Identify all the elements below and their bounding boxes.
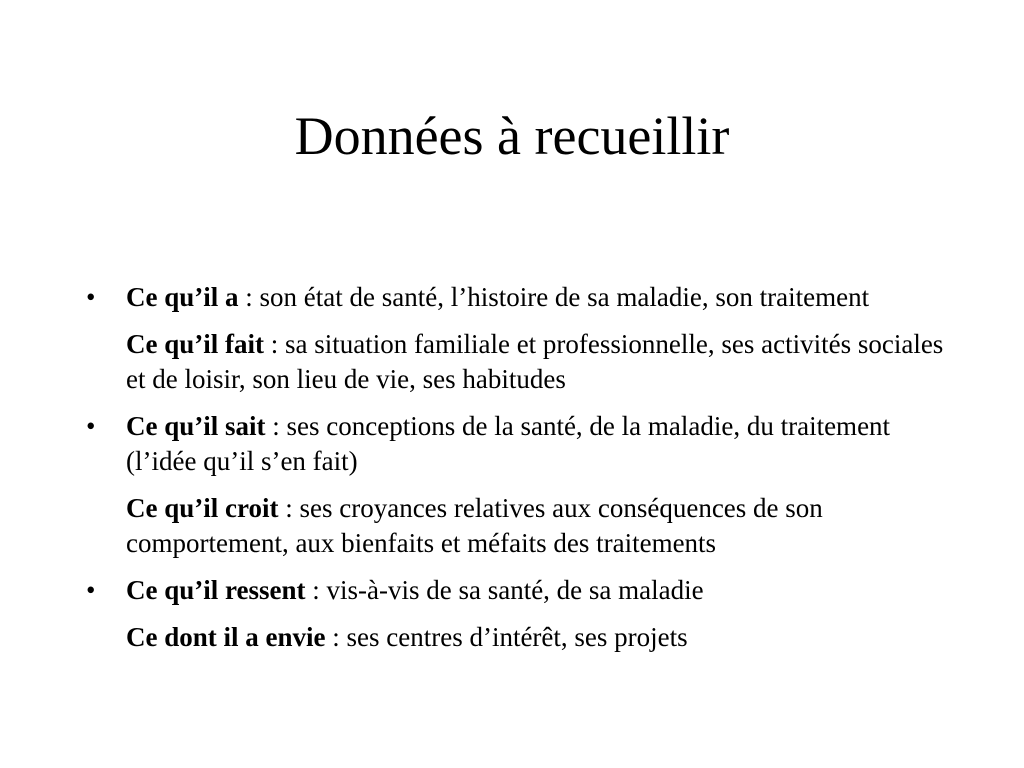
item-text: : vis-à-vis de sa santé, de sa maladie bbox=[305, 575, 704, 605]
list-item-ce-quil-sait bbox=[86, 409, 946, 479]
item-term: Ce qu’il croit bbox=[126, 493, 279, 523]
item-text: : ses conceptions de la santé, de la maladie, du traitement (l’idée qu’il s’en fait) bbox=[126, 411, 891, 476]
item-term: Ce qu’il sait bbox=[126, 411, 266, 441]
item-text: : ses croyances relatives aux conséquences de son comportement, aux bienfaits et méfaits des traitements bbox=[126, 493, 823, 558]
bullet-icon: • bbox=[86, 282, 96, 312]
list-item-ce-dont-il-a-envie bbox=[86, 620, 946, 655]
bullet-icon: • bbox=[86, 411, 96, 441]
item-term: Ce qu’il fait bbox=[126, 329, 264, 359]
list-item-ce-quil-fait bbox=[86, 327, 946, 397]
item-text: : son état de santé, l’histoire de sa maladie, son traitement bbox=[238, 282, 870, 312]
bullet-icon: • bbox=[86, 575, 96, 605]
item-text: : ses centres d’intérêt, ses projets bbox=[325, 622, 688, 652]
item-text: : sa situation familiale et professionnelle, ses activités sociales et de loisir, son lieu de vie, ses habitudes bbox=[126, 329, 944, 394]
list-item-ce-quil-ressent bbox=[86, 573, 946, 608]
list-item-ce-quil-croit bbox=[86, 491, 946, 561]
slide-title: Données à recueillir bbox=[294, 106, 730, 166]
item-term: Ce qu’il a bbox=[126, 282, 239, 312]
item-term: Ce dont il a envie bbox=[126, 622, 326, 652]
list-item-ce-quil-a bbox=[86, 280, 946, 315]
content-list bbox=[86, 280, 946, 655]
item-term: Ce qu’il ressent bbox=[126, 575, 306, 605]
